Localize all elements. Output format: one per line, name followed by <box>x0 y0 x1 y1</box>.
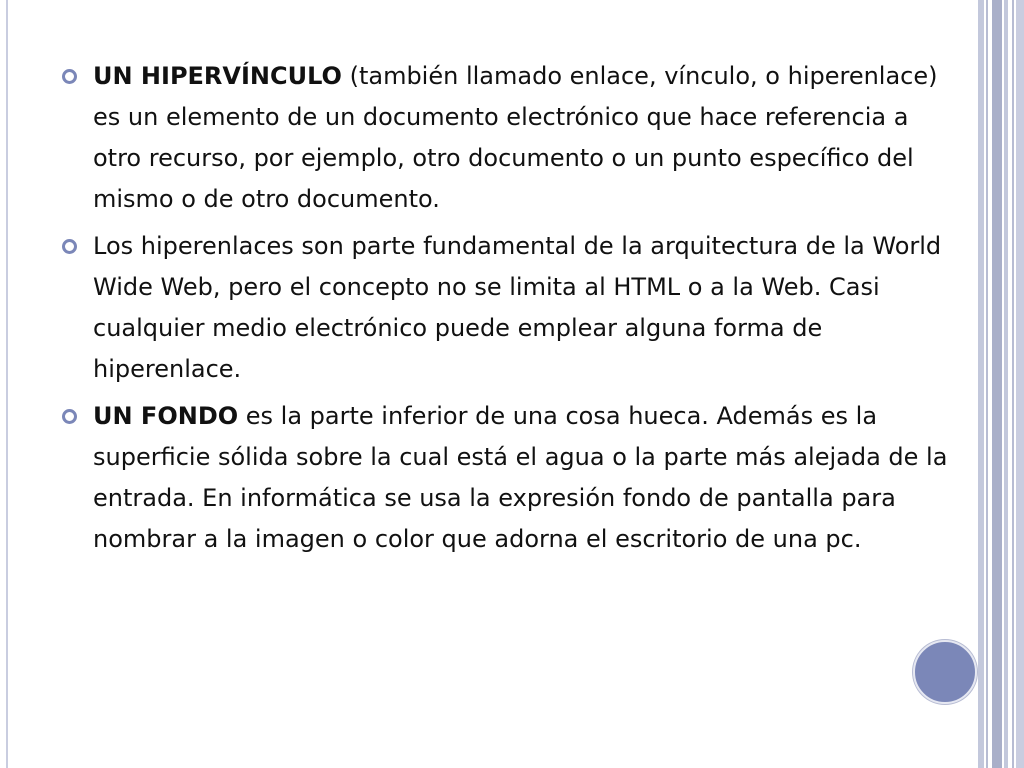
bullet-text: Los hiperenlaces son parte fundamental de la arquitectura de la World Wide Web, pero el concepto no se limita al HTML o a la Web. Casi cualquier medio electrónico puede emplear alguna forma de hiperenlace. <box>93 232 942 383</box>
decorative-stripe <box>1016 0 1024 768</box>
ring-bullet-icon <box>62 69 77 84</box>
decorative-stripe <box>1004 0 1008 768</box>
bullet-item <box>62 226 962 390</box>
bullet-item <box>62 56 962 220</box>
ring-bullet-icon <box>62 409 77 424</box>
decorative-stripe <box>986 0 988 768</box>
bullet-text: (también llamado enlace, vínculo, o hiperenlace) es un elemento de un documento electrónico que hace referencia a otro recurso, por ejemplo, otro documento o un punto específico del mismo o de otro documento. <box>93 62 938 213</box>
bullet-term: UN FONDO <box>93 402 239 430</box>
decorative-stripe <box>978 0 984 768</box>
left-border-line <box>6 0 8 768</box>
slide-content <box>62 56 962 566</box>
ring-bullet-icon <box>62 239 77 254</box>
bullet-text: es la parte inferior de una cosa hueca. Además es la superficie sólida sobre la cual está el agua o la parte más alejada de la entrada. En informática se usa la expresión fondo de pantalla para nombrar a la imagen o color que adorna el escritorio de una pc. <box>93 402 948 553</box>
bullet-item <box>62 396 962 560</box>
decorative-stripe <box>1012 0 1014 768</box>
decorative-stripe <box>992 0 1002 768</box>
circle-decoration <box>913 640 977 704</box>
bullet-term: UN HIPERVÍNCULO <box>93 62 342 90</box>
